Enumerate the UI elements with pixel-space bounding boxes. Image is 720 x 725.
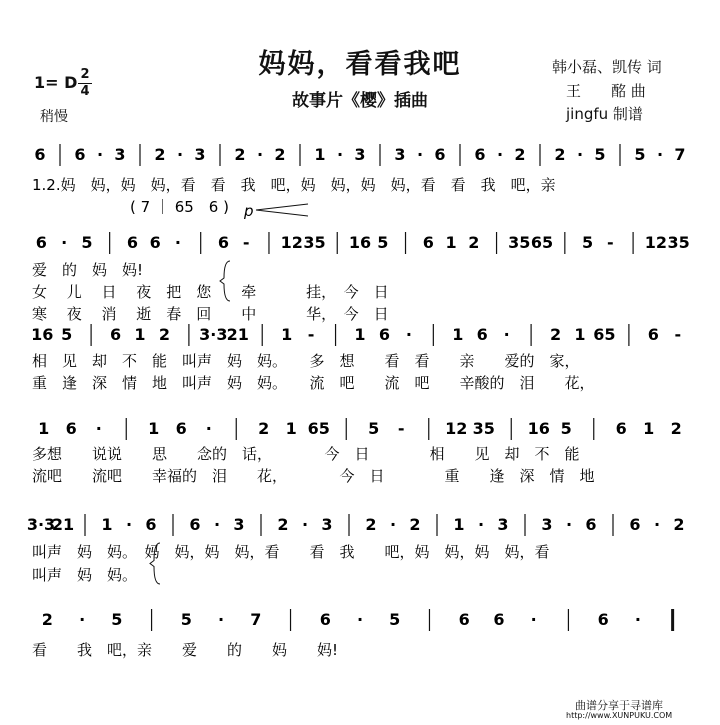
note: 6 <box>74 145 86 164</box>
notation-row <box>36 232 690 254</box>
note: 3 <box>233 515 245 534</box>
note: 3 <box>194 145 206 164</box>
note: 65 <box>530 233 554 252</box>
note: 1 <box>445 233 457 252</box>
note: 6 <box>217 233 230 252</box>
note: 3 <box>321 515 333 534</box>
note: · <box>576 145 584 164</box>
note: 6 <box>175 419 187 438</box>
notation-row <box>38 418 682 440</box>
note: 6 <box>474 145 486 164</box>
note: 1 <box>285 419 297 438</box>
note: 2 <box>154 145 166 164</box>
notation-row <box>27 514 685 536</box>
note: 2 <box>274 145 286 164</box>
note: 2 <box>514 145 526 164</box>
note: 1 <box>148 419 160 438</box>
note: 35 <box>303 233 326 252</box>
note: 2 <box>277 515 289 534</box>
note: 1 <box>38 419 50 438</box>
notation-row <box>31 324 681 346</box>
note: · <box>653 515 661 534</box>
note: 16 <box>31 325 54 344</box>
crescendo-hairpin <box>256 204 308 216</box>
tempo-marking: 稍慢 <box>40 109 68 125</box>
note: 2 <box>549 325 562 344</box>
note: 3 <box>114 145 126 164</box>
note: 5 <box>61 325 73 344</box>
transcriber-credit: jingfu 制谱 <box>566 105 643 123</box>
note: · <box>95 419 102 438</box>
note: 2 <box>41 610 53 629</box>
note: 1 <box>574 325 586 344</box>
note: 35 <box>472 419 495 438</box>
note: 1 <box>281 325 293 344</box>
note: - <box>607 233 614 252</box>
note: 6 <box>145 515 157 534</box>
composer-credit: 王 酩 曲 <box>566 82 646 100</box>
note: - <box>307 325 315 344</box>
note: · <box>496 145 504 164</box>
note: 21 <box>226 325 249 344</box>
note: 6 <box>126 233 138 252</box>
time-bottom: 4 <box>80 84 90 99</box>
note: 1 <box>452 325 464 344</box>
note: · <box>256 145 264 164</box>
note: 3·3 <box>26 515 56 534</box>
note: 35 <box>508 233 531 252</box>
note: · <box>301 515 309 534</box>
note: 5 <box>634 145 646 164</box>
time-top: 2 <box>80 67 90 82</box>
lyricist-credit: 韩小磊、凯传 词 <box>552 58 662 76</box>
note: 6 <box>476 325 488 344</box>
lyric-line: 看 我 吧，亲 爱 的 妈 妈! <box>32 641 339 659</box>
note: 1 <box>643 419 655 438</box>
note: 1 <box>134 325 146 344</box>
note: 2 <box>409 515 421 534</box>
key-signature: 1= D <box>34 73 78 92</box>
note: · <box>174 233 181 252</box>
note: 2 <box>670 419 682 438</box>
lyric-line: 重 逢 深 情 地 叫声 妈 妈。 流 吧 流 吧 辛酸的 泪 花， <box>32 374 595 392</box>
note: 3 <box>497 515 509 534</box>
note: 3 <box>394 145 406 164</box>
song-subtitle: 故事片《樱》插曲 <box>292 91 428 111</box>
lyric-line: 叫声 妈 妈。 妈 妈，妈 妈，看 看 我 吧，妈 妈，妈 妈，看 <box>32 543 550 561</box>
song-title: 妈妈，看看我吧 <box>258 49 462 80</box>
note: · <box>96 145 104 164</box>
note: 7 <box>674 145 686 164</box>
note: 2 <box>554 145 566 164</box>
note: 1 <box>314 145 326 164</box>
note: 6 <box>189 515 201 534</box>
note: · <box>213 515 221 534</box>
lyric-line: 相 见 却 不 能 叫声 妈 妈。 多 想 看 看 亲 爱的 家， <box>32 352 580 370</box>
note: 6 <box>629 515 641 534</box>
note: 65 <box>307 419 330 438</box>
footer-site-name: 曲谱分享于寻谱库 <box>575 699 663 712</box>
note: · <box>634 610 641 629</box>
note: 16 <box>348 233 372 252</box>
note: 1 <box>453 515 465 534</box>
note: · <box>389 515 397 534</box>
note: 5 <box>389 610 401 629</box>
note: 3 <box>541 515 553 534</box>
note: 3·3 <box>199 325 228 344</box>
note: 6 <box>597 610 609 629</box>
note: 12 <box>280 233 303 252</box>
note: 6 <box>422 233 434 252</box>
note: 6 <box>615 419 627 438</box>
note: 6 <box>34 145 46 164</box>
note: 2 <box>468 233 480 252</box>
footer-site-url: http://www.XUNPUKU.COM <box>566 711 673 720</box>
lyric-line: 多想 说说 思 念的 话， 今 日 相 见 却 不 能 <box>32 445 580 463</box>
note: 7 <box>250 610 262 629</box>
note: 6 <box>493 610 505 629</box>
note: 5 <box>582 233 594 252</box>
note: 5 <box>594 145 606 164</box>
note: 6 <box>585 515 597 534</box>
interlude-notation: ( 7 ｜ 65 6 ) <box>130 198 229 216</box>
note: 6 <box>458 610 470 629</box>
note: 6 <box>647 325 659 344</box>
note: · <box>656 145 664 164</box>
note: - <box>674 325 682 344</box>
note: 5 <box>377 233 389 252</box>
note: 6 <box>149 233 161 252</box>
note: 1 <box>101 515 113 534</box>
note: 65 <box>593 325 616 344</box>
lyric-line: 寒 夜 消 逝 春 回 中 华， 今 日 <box>32 305 389 323</box>
note: · <box>336 145 344 164</box>
note: · <box>405 325 412 344</box>
note: 5 <box>180 610 192 629</box>
notation-row <box>34 144 685 166</box>
note: 35 <box>667 233 690 252</box>
note: 6 <box>378 325 391 344</box>
note: · <box>125 515 133 534</box>
note: · <box>477 515 485 534</box>
note: · <box>79 610 86 629</box>
note: 12 <box>644 233 667 252</box>
note: · <box>416 145 424 164</box>
lyric-line: 1.2.妈 妈，妈 妈，看 看 我 吧，妈 妈，妈 妈，看 看 我 吧，亲 <box>32 176 556 194</box>
note: 5 <box>81 233 93 252</box>
note: - <box>397 419 405 438</box>
note: 1 <box>354 325 366 344</box>
note: 2 <box>158 325 171 344</box>
note: 2 <box>365 515 377 534</box>
note: 5 <box>368 419 380 438</box>
note: · <box>503 325 510 344</box>
lyric-line: 流吧 流吧 幸福的 泪 花， 今 日 重 逢 深 情 地 <box>32 467 595 485</box>
note: 21 <box>51 515 75 534</box>
note: · <box>176 145 184 164</box>
notation-row <box>42 609 673 631</box>
note: 5 <box>560 419 572 438</box>
note: 12 <box>445 419 468 438</box>
note: 6 <box>319 610 331 629</box>
note: · <box>565 515 573 534</box>
note: 6 <box>434 145 446 164</box>
note: - <box>242 233 250 252</box>
note: 16 <box>527 419 550 438</box>
note: 2 <box>234 145 246 164</box>
lyric-line: 爱 的 妈 妈! <box>32 261 144 279</box>
note: 2 <box>673 515 685 534</box>
note: 3 <box>354 145 366 164</box>
note: · <box>218 610 225 629</box>
lyric-line: 叫声 妈 妈。 <box>32 566 138 584</box>
note: 6 <box>109 325 122 344</box>
note: 6 <box>65 419 77 438</box>
note: 6 <box>35 233 47 252</box>
note: · <box>356 610 364 629</box>
lyric-line: 女 儿 日 夜 把 您 牵 挂， 今 日 <box>32 283 389 301</box>
note: 2 <box>258 419 270 438</box>
note: · <box>205 419 212 438</box>
note: · <box>530 610 537 629</box>
note: · <box>61 233 68 252</box>
note: 5 <box>111 610 123 629</box>
dynamic-mark: p <box>244 202 254 220</box>
